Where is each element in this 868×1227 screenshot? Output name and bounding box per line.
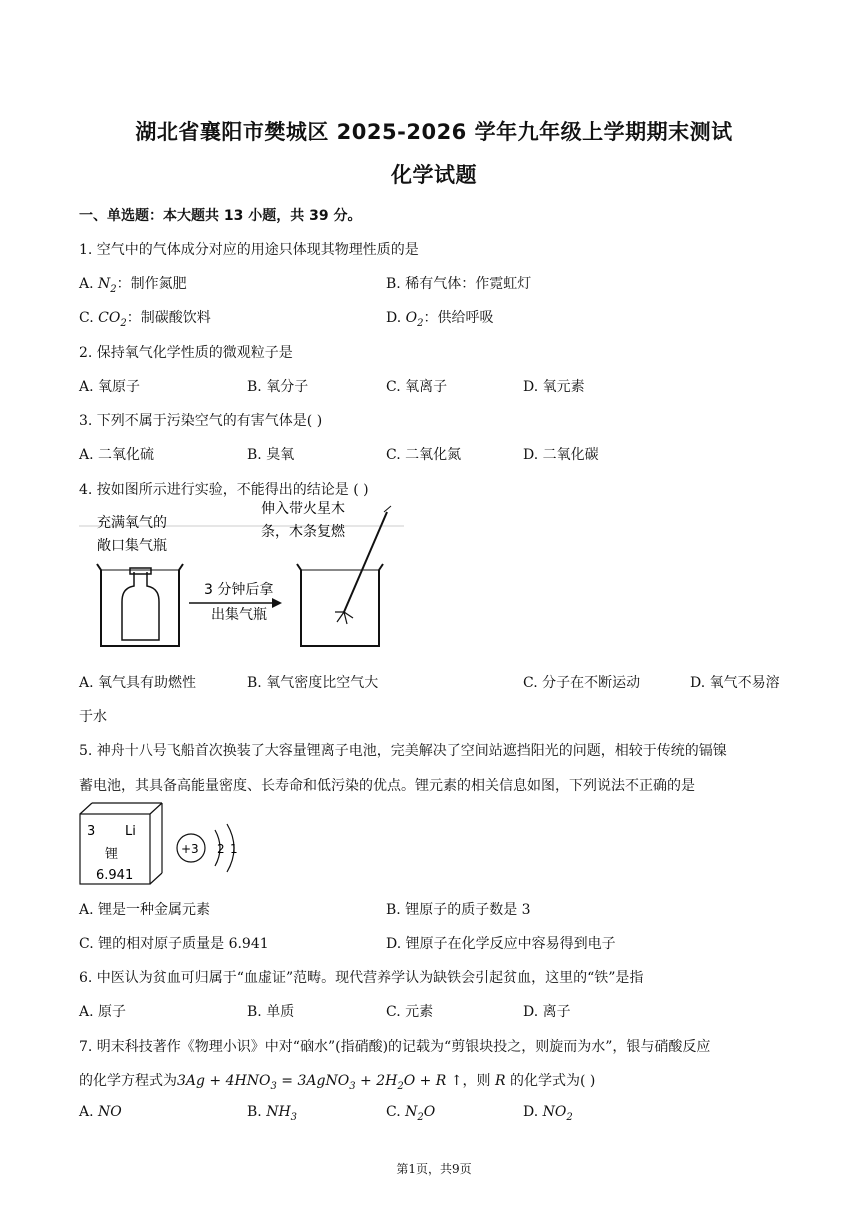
q5-stem-line1: 5. 神舟十八号飞船首次换装了大容量锂离子电池，完美解决了空间站遮挡阳光的问题，相较于传统的镉镍 (79, 743, 727, 759)
cell-atomic-number: 3 (87, 824, 96, 839)
q1-stem: 1. 空气中的气体成分对应的用途只体现其物理性质的是 (79, 242, 419, 258)
shell-1-electrons: 2 (217, 842, 225, 856)
q6-option-d: D. 离子 (523, 1004, 571, 1020)
q4-option-b: B. 氧气密度比空气大 (247, 675, 379, 691)
q4-option-d-continued: 于水 (79, 709, 107, 725)
q1-option-a: A. $N_2$：制作氮肥 (79, 276, 187, 295)
q6-option-c: C. 元素 (386, 1004, 434, 1020)
q4-experiment-figure (79, 500, 409, 656)
q5-option-b: B. 锂原子的质子数是 3 (386, 902, 531, 918)
fig-label-splint-a: 伸入带火星木 (261, 501, 345, 517)
q7-equation: $3Ag + 4HNO_3$ = 3AgNO$_3$ + $2H_2O + R$ ↑ (177, 1073, 463, 1092)
q2-option-a: A. 氧原子 (79, 379, 141, 395)
q2-option-d: D. 氧元素 (523, 379, 585, 395)
q7-stem-line1: 7. 明末科技著作《物理小识》中对“硇水”(指硝酸)的记载为“剪银块投之，则旋而为水”，银与硝酸反应 (79, 1039, 711, 1055)
exam-title: 湖北省襄阳市樊城区 2025-2026 学年九年级上学期期末测试 (135, 120, 733, 144)
q7-option-c: C. $N_2O$ (386, 1104, 436, 1123)
q4-stem: 4. 按如图所示进行实验，不能得出的结论是 ( ) (79, 482, 369, 498)
cell-mass: 6.941 (96, 868, 134, 883)
arrow-head-icon (272, 598, 282, 608)
q5-lithium-figure (79, 802, 254, 888)
q3-option-d: D. 二氧化碳 (523, 447, 599, 463)
q3-option-a: A. 二氧化硫 (79, 447, 155, 463)
fig-label-flask1-a: 充满氧气的 (97, 515, 167, 531)
q2-option-b: B. 氧分子 (247, 379, 309, 395)
q5-stem-line2: 蓄电池，其具备高能量密度、长寿命和低污染的优点。锂元素的相关信息如图，下列说法不正确的是 (79, 778, 695, 794)
shell-2-electrons: 1 (230, 842, 238, 856)
q5-option-a: A. 锂是一种金属元素 (79, 902, 211, 918)
q2-option-c: C. 氧离子 (386, 379, 448, 395)
fig-label-splint-b: 条，木条复燃 (261, 524, 345, 540)
fig-arrow-label-a: 3 分钟后拿 (204, 582, 274, 598)
cell-symbol: Li (125, 824, 136, 839)
q7-option-b: B. $NH_3$ (247, 1104, 298, 1123)
glowing-tip-icon (335, 612, 353, 624)
cell-name: 锂 (105, 847, 119, 862)
q7-option-a: A. NO (79, 1104, 122, 1120)
q7-option-d: D. $NO_2$ (523, 1104, 573, 1123)
q1-option-c: C. $CO_2$：制碳酸饮料 (79, 310, 211, 329)
q3-stem: 3. 下列不属于污染空气的有害气体是( ) (79, 413, 323, 429)
q2-stem: 2. 保持氧气化学性质的微观粒子是 (79, 345, 293, 361)
q7-stem-line2: 的化学方程式为$3Ag + 4HNO_3$ = 3AgNO$_3$ + $2H_2O + R$ ↑，则 R 的化学式为( ) (79, 1073, 596, 1092)
wooden-splint (344, 512, 387, 612)
q1-option-b: B. 稀有气体：作霓虹灯 (386, 276, 532, 292)
gas-jar (122, 572, 159, 640)
q1-option-d: D. $O_2$：供给呼吸 (386, 310, 494, 329)
q3-option-c: C. 二氧化氮 (386, 447, 462, 463)
q6-option-b: B. 单质 (247, 1004, 295, 1020)
q6-stem: 6. 中医认为贫血可归属于“血虚证”范畴。现代营养学认为缺铁会引起贫血，这里的“铁”是指 (79, 970, 644, 986)
page-footer: 第1页，共9页 (396, 1162, 472, 1176)
q4-option-c: C. 分子在不断运动 (523, 675, 641, 691)
q6-option-a: A. 原子 (79, 1004, 127, 1020)
exam-subtitle: 化学试题 (391, 163, 477, 187)
fig-arrow-label-b: 出集气瓶 (211, 607, 267, 623)
q5-option-c: C. 锂的相对原子质量是 6.941 (79, 936, 269, 952)
q4-option-a: A. 氧气具有助燃性 (79, 675, 197, 691)
q3-option-b: B. 臭氧 (247, 447, 295, 463)
section-heading: 一、单选题：本大题共 13 小题，共 39 分。 (79, 208, 362, 224)
beaker-2 (297, 564, 383, 646)
nucleus-charge: +3 (181, 842, 199, 856)
q4-option-d: D. 氧气不易溶 (690, 675, 780, 691)
beaker-1 (97, 564, 183, 646)
q5-option-d: D. 锂原子在化学反应中容易得到电子 (386, 936, 616, 952)
fig-label-flask1-b: 敞口集气瓶 (97, 538, 167, 554)
